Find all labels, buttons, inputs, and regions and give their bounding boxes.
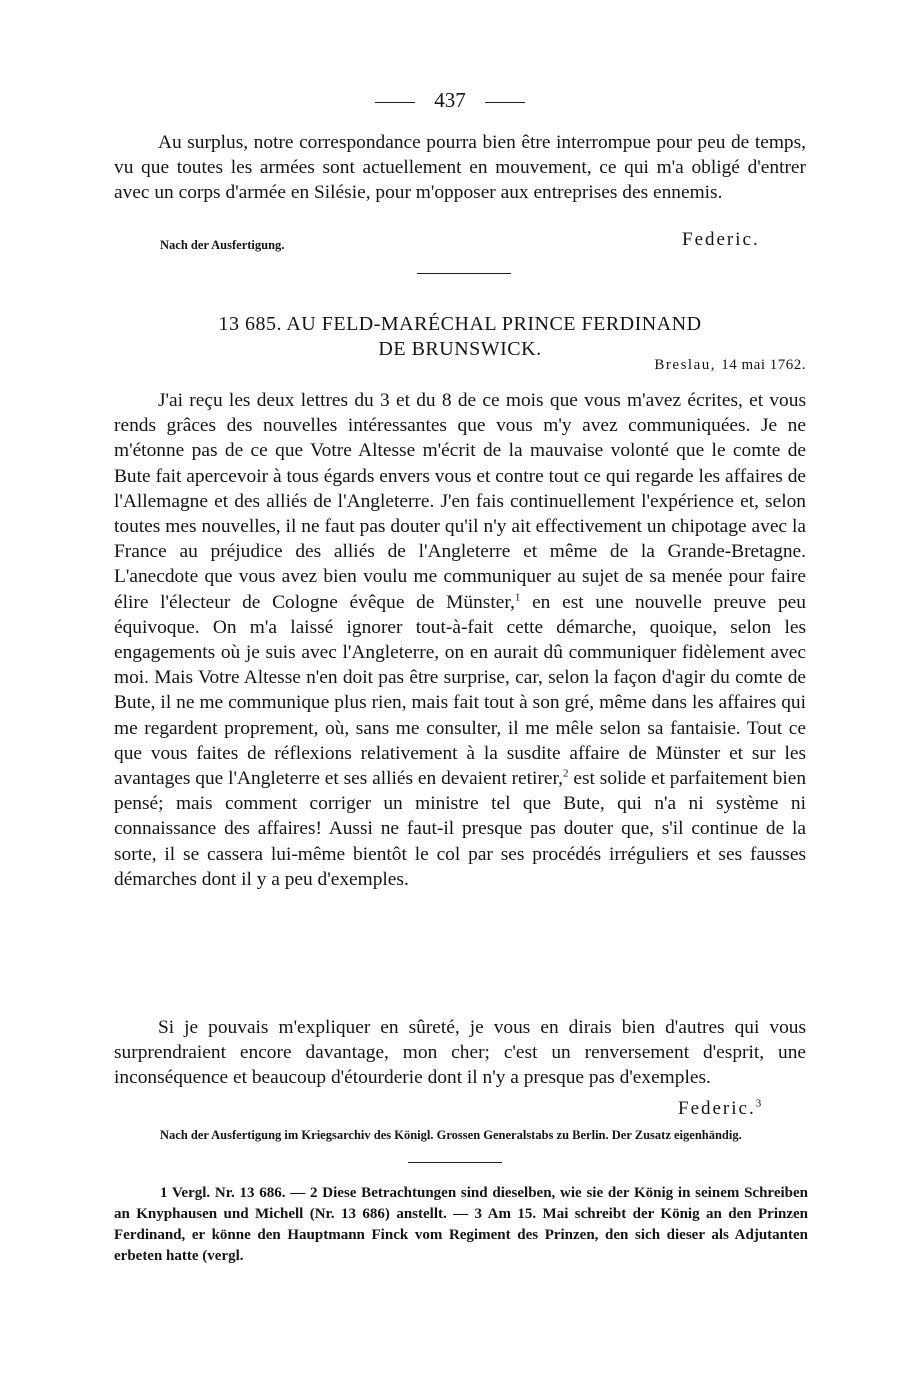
footnotes [114, 1183, 808, 1267]
letter-source-note: Nach der Ausfertigung im Kriegsarchiv des Königl. Grossen Generalstabs zu Berlin. Der Zusatz eigenhändig. [160, 1128, 742, 1142]
letter-dateline [654, 357, 806, 374]
letter-paragraph-1-b: en est une nouvelle preuve peu équivoque. On m'a laissé ignorer tout-à-fait cette démarche, quoique, selon les engagements où je suis avec l'Angleterre, on en aurait dû communiquer fidèlement avec moi. Mais Votre Altesse n'en doit pas être surprise, car, selon la façon d'agir du comte de Bute, il ne me communique plus rien, mais fait tout à son gré, même dans les affaires qui me regardent proprement, où, sans me consulter, il me mêle selon sa fantaisie. Tout ce que vous faites de réflexions relativement à la susdite affaire de Münster et sur les avantages que l'Angleterre et ses alliés en devaient retirer, [114, 591, 806, 790]
letter-title-line2: DE BRUNSWICK. [378, 338, 542, 360]
page-header [0, 88, 900, 113]
letter-paragraph-2: Si je pouvais m'expliquer en sûreté, je vous en dirais bien d'autres qui vous surprendraient encore davantage, mon cher; c'est un renversement d'esprit, une inconséquence et beaucoup d'étourderie dont il n'y a presque pas d'exemples. [114, 1017, 806, 1089]
letter-paragraph-1-c: est solide et parfaitement bien pensé; mais comment corriger un ministre tel que Bute, qui n'a ni système ni connaissance des affaires! Aussi ne faut-il presque pas douter que, s'il continue de la sorte, il se cassera lui-même bientôt le col par ses procédés irréguliers et ses fausses démarches dont il y a peu d'exemples. [114, 768, 807, 890]
letter-signature-block [678, 1098, 763, 1120]
letter-number: 13 685. [218, 313, 282, 335]
letter-heading [114, 312, 806, 362]
letter-body [114, 388, 806, 892]
footnote-ref-1: 1 [514, 591, 521, 604]
letter-date: 14 mai 1762. [721, 357, 806, 373]
footnote-ref-3: 3 [755, 1097, 764, 1110]
footnote-divider [408, 1162, 502, 1163]
letter-heading-line1 [114, 312, 806, 337]
letter-signature: Federic. [678, 1098, 756, 1119]
letter-paragraph-1-a: J'ai reçu les deux lettres du 3 et du 8 de ce mois que vous m'avez écrites, et vous rends grâces des nouvelles intéressantes que vous m'y avez communiquées. Je ne m'étonne pas de ce que Votre Altesse m'écrit de la mauvaise volonté que le comte de Bute fait apercevoir à tous égards envers vous et contre tout ce qui regarde les affaires de l'Allemagne et des alliés de l'Angleterre. J'en fais continuellement l'expérience et, selon toutes mes nouvelles, il ne faut pas douter qu'il n'y ait effectivement un chipotage avec la France au préjudice des alliés de l'Angleterre et même de la Grande-Bretagne. L'anecdote que vous avez bien voulu me communiquer au sujet de sa menée pour faire élire l'électeur de Cologne évêque de Münster, [114, 390, 806, 613]
letter-paragraph-1 [114, 388, 806, 892]
letter-body-2 [114, 1015, 806, 1091]
letter-place: Breslau, [654, 357, 716, 373]
header-dash-left [375, 102, 415, 103]
page-number: 437 [434, 88, 466, 112]
header-dash-right [485, 102, 525, 103]
section-divider [417, 273, 511, 274]
prev-signature: Federic. [682, 229, 760, 250]
closing-paragraph: Au surplus, notre correspondance pourra bien être interrompue pour peu de temps, vu que toutes les armées sont actuellement en mouvement, ce qui m'a obligé d'entrer avec un corps d'armée en Silésie, pour m'opposer aux entreprises des ennemis. [114, 132, 806, 204]
letter-title-line1: AU FELD-MARÉCHAL PRINCE FERDINAND [286, 313, 702, 335]
footnote-ref-2: 2 [563, 767, 569, 780]
prev-source-note: Nach der Ausfertigung. [160, 238, 285, 252]
closing-paragraph-block [114, 130, 806, 206]
footnotes-text: 1 Vergl. Nr. 13 686. — 2 Diese Betrachtungen sind dieselben, wie sie der König in seinem Schreiben an Knyphausen und Michell (Nr. 13 686) anstellt. — 3 Am 15. Mai schreibt der König an den Prinzen Ferdinand, er könne den Hauptmann Finck vom Regiment des Prinzen, den sich dieser als Adjutanten erbeten hatte (vergl. [114, 1185, 808, 1264]
